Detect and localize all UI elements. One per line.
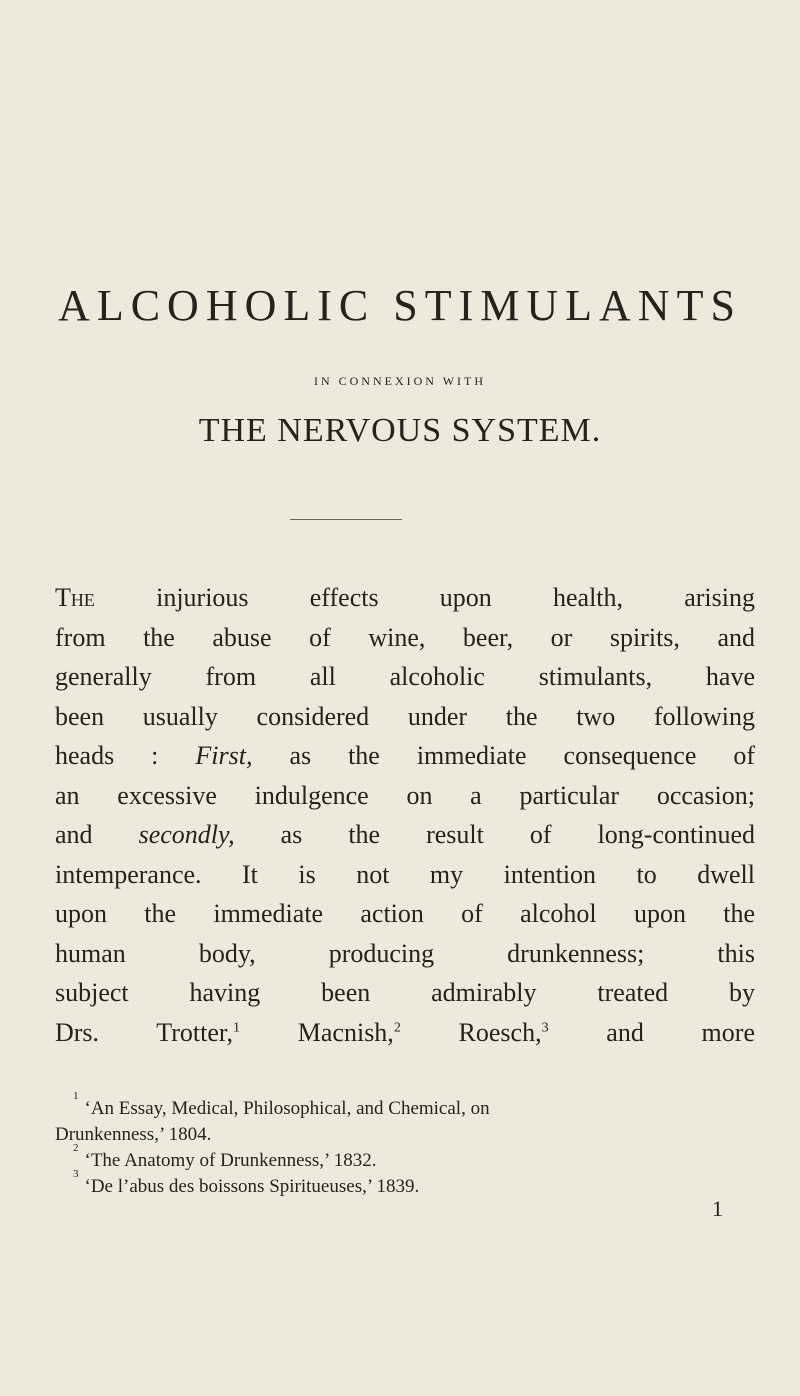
body-line	[55, 815, 755, 855]
text-span: and more	[548, 1017, 755, 1047]
footnote-mark: 1	[73, 1090, 79, 1102]
footnote-ref: 3	[541, 1019, 549, 1035]
italic-text: secondly,	[138, 820, 235, 849]
body-line: been usually considered under the two following	[55, 701, 755, 731]
body-line: an excessive indulgence on a particular occasion;	[55, 780, 755, 810]
footnote-mark: 3	[73, 1168, 79, 1180]
footnote-mark: 2	[73, 1142, 79, 1154]
drop-word: The	[55, 583, 95, 612]
text-span: heads :	[55, 741, 196, 770]
page-number: 1	[712, 1196, 723, 1221]
footnote	[55, 1142, 755, 1174]
footnote-text: ‘An Essay, Medical, Philosophical, and Chemical, on	[84, 1098, 490, 1119]
text-span: as the result of long-continued	[234, 820, 755, 849]
body-line	[55, 736, 755, 776]
text-span: Roesch,	[400, 1017, 542, 1047]
italic-text: First,	[195, 741, 253, 770]
footnote-continuation: Drunkenness,’ 1804.	[55, 1124, 212, 1145]
section-rule	[290, 519, 402, 520]
footnotes	[55, 1090, 755, 1200]
text-span: and	[55, 820, 139, 849]
body-line: intemperance. It is not my intention to dwell	[55, 859, 755, 889]
text-span: Drs. Trotter,	[55, 1017, 234, 1047]
body-line: from the abuse of wine, beer, or spirits, and	[55, 622, 755, 652]
chapter-title: ALCOHOLIC STIMULANTS	[58, 281, 742, 330]
footnote	[55, 1168, 755, 1200]
body-line: generally from all alcoholic stimulants, have	[55, 662, 755, 691]
footnote-text: ‘The Anatomy of Drunkenness,’ 1832.	[84, 1150, 377, 1171]
footnote-ref: 2	[393, 1019, 401, 1035]
footnote-text: ‘De l’abus des boissons Spiritueuses,’ 1839.	[84, 1176, 420, 1197]
chapter-subtitle: THE NERVOUS SYSTEM.	[198, 412, 602, 449]
body-paragraph	[55, 578, 755, 1052]
text-span: injurious effects upon health, arising	[94, 583, 755, 612]
body-line: human body, producing drunkenness; this	[55, 938, 755, 968]
text-span: Macnish,	[240, 1017, 394, 1047]
body-line	[55, 578, 755, 618]
body-line: subject having been admirably treated by	[55, 978, 755, 1007]
text-span: as the immediate consequence of	[252, 741, 756, 770]
body-line	[55, 1013, 755, 1053]
subtitle-connector: IN CONNEXION WITH	[313, 374, 487, 388]
footnote	[55, 1090, 755, 1122]
footnote-ref: 1	[233, 1019, 241, 1035]
body-line: upon the immediate action of alcohol upon the	[55, 899, 755, 928]
